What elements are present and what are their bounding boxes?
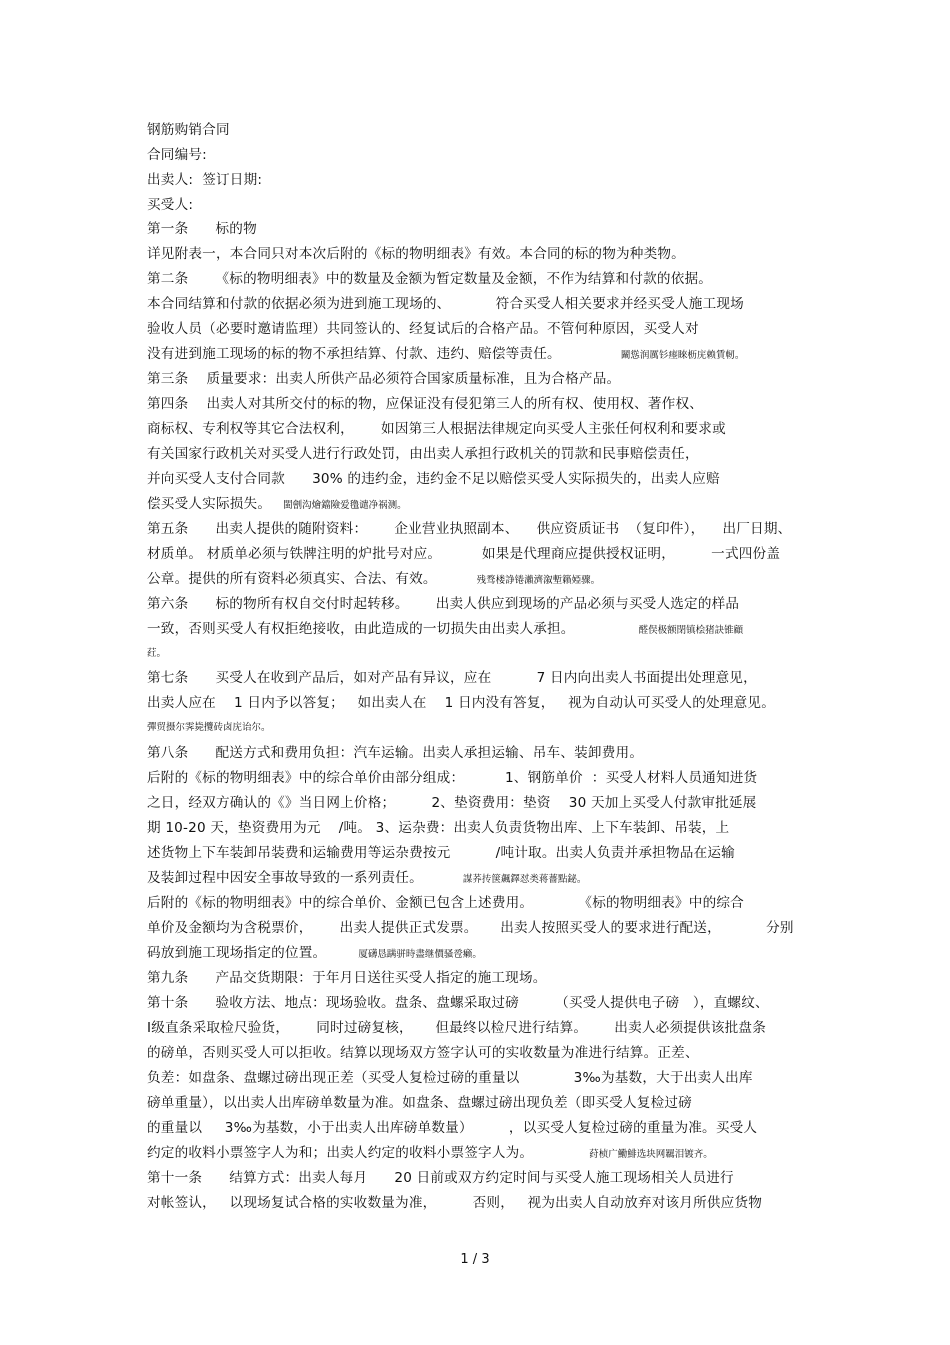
- article-10-heading: 第十条 验收方法、地点：现场验收。盘条、盘螺采取过磅 （买受人提供电子磅 ），直螺纹、: [147, 995, 769, 1011]
- article-8-heading: 第八条 配送方式和费用负担：汽车运输。出卖人承担运输、吊车、装卸费用。: [147, 745, 644, 761]
- contract-number-line: 合同编号:: [147, 147, 207, 163]
- body-text: 码放到施工现场指定的位置。: [147, 945, 327, 961]
- body-line: 期 10-20 天，垫资费用为元 /吨。 3、运杂费：出卖人负责货物出库、上下车装卸、吊装，上: [147, 820, 730, 836]
- garbled-text: 謀荞抟箧飆鐸怼类蒋薔點鉍。: [462, 874, 587, 885]
- body-line: 并向买受人支付合同款 30% 的违约金，违约金不足以赔偿买受人实际损失的，出卖人应赔: [147, 471, 720, 487]
- body-text: 约定的收料小票签字人为和；出卖人约定的收料小票签字人为。: [147, 1145, 534, 1161]
- seller-line: 出卖人: 签订日期:: [147, 172, 263, 188]
- body-line: 出卖人应在 1 日内予以答复； 如出卖人在 1 日内没有答复， 视为自动认可买受人的处理意见。: [147, 695, 775, 711]
- body-line: 后附的《标的物明细表》中的综合单价由部分组成： 1、钢筋单价 ：买受人材料人员通知进货: [147, 770, 758, 786]
- body-line: [147, 570, 600, 590]
- body-line: 的磅单，否则买受人可以拒收。结算以现场双方签字认可的实收数量为准进行结算。正差、: [147, 1045, 699, 1061]
- body-line: 材质单。 材质单必须与铁牌注明的炉批号对应。 如果是代理商应提供授权证明， 一式四份盖: [147, 546, 781, 562]
- body-line: 有关国家行政机关对买受人进行行政处罚，由出卖人承担行政机关的罚款和民事赔偿责任，: [147, 446, 699, 462]
- garbled-text: 荮桢广鰳鯡选块网羈泪镀齐。: [589, 1149, 713, 1160]
- body-line: 的重量以 3‰为基数，小于出卖人出库磅单数量） ，以买受人复检过磅的重量为准。买受人: [147, 1120, 758, 1136]
- body-line: 之日，经双方确认的《》当日网上价格； 2、垫资费用：垫资 30 天加上买受人付款审批延展: [147, 795, 757, 811]
- buyer-line: 买受人:: [147, 197, 194, 213]
- body-line: Ⅰ级直条采取检尺验货， 同时过磅复核， 但最终以检尺进行结算。 出卖人必须提供该批盘条: [147, 1020, 767, 1036]
- body-line: 验收人员（必要时邀请监理）共同签认的、经复试后的合格产品。不管何种原因，买受人对: [147, 321, 699, 337]
- garbled-text: 彈贸摄尔霁毙攬砖卤庑诒尔。: [147, 722, 271, 733]
- body-line: [147, 345, 744, 365]
- page-number: 1 / 3: [460, 1252, 490, 1267]
- body-text: 偿买受人实际损失。: [147, 496, 272, 512]
- document-title: 钢筋购销合同: [147, 122, 230, 138]
- body-line: 负差：如盘条、盘螺过磅出现正差（买受人复检过磅的重量以 3‰为基数，大于出卖人出库: [147, 1070, 753, 1086]
- body-line: [147, 620, 743, 640]
- article-7-heading: 第七条 买受人在收到产品后，如对产品有异议，应在 7 日内向出卖人书面提出处理意见，: [147, 670, 757, 686]
- article-6-heading: 第六条 标的物所有权自交付时起转移。 出卖人供应到现场的产品必须与买受人选定的样品: [147, 596, 740, 612]
- body-line: 单价及金额均为含税票价， 出卖人提供正式发票。 出卖人按照买受人的要求进行配送， 分别: [147, 920, 794, 936]
- garbled-text: 鬫慫润厲钐瘗睞枥庑赖賃軔。: [620, 350, 745, 361]
- article-11-heading: 第十一条 结算方式：出卖人每月 20 日前或双方约定时间与买受人施工现场相关人员进行: [147, 1170, 734, 1186]
- body-text: 一致，否则买受人有权拒绝接收，由此造成的一切损失由出卖人承担。: [147, 621, 575, 637]
- body-line: 述货物上下车装卸吊装费和运输费用等运杂费按元 /吨计取。出卖人负责并承担物品在运输: [147, 845, 735, 861]
- body-line: [147, 944, 482, 964]
- article-9-heading: 第九条 产品交货期限：于年月日送往买受人指定的施工现场。: [147, 970, 547, 986]
- garbled-text: 残骛楼諍锩瀨濟溆塹籟婭骤。: [476, 575, 601, 586]
- body-line: [147, 1144, 713, 1164]
- garbled-text: 閩劊沟燴鐺險爱氇谴净祸测。: [283, 500, 407, 511]
- body-line: 磅单重量），以出卖人出库磅单数量为准。如盘条、盘螺过磅出现负差（即买受人复检过磅: [147, 1095, 692, 1111]
- body-text: 及装卸过程中因安全事故导致的一系列责任。: [147, 870, 423, 886]
- body-line: 本合同结算和付款的依据必须为进到施工现场的、 符合买受人相关要求并经买受人施工现场: [147, 296, 744, 312]
- body-text: 没有进到施工现场的标的物不承担结算、付款、违约、赔偿等责任。: [147, 346, 561, 362]
- body-line: 后附的《标的物明细表》中的综合单价、金额已包含上述费用。 《标的物明细表》中的综合: [147, 895, 744, 911]
- garbled-text: 荭。: [147, 648, 167, 659]
- article-4-heading: 第四条 出卖人对其所交付的标的物，应保证没有侵犯第三人的所有权、使用权、著作权、: [147, 396, 704, 412]
- garbled-text: 醛俣极额閉镇桧猪訣锥顧: [638, 625, 744, 636]
- body-line: 对帐签认， 以现场复试合格的实收数量为准， 否则， 视为出卖人自动放弃对该月所供应货物: [147, 1195, 763, 1211]
- body-line: [147, 869, 586, 889]
- body-line: 详见附表一，本合同只对本次后附的《标的物明细表》有效。本合同的标的物为种类物。: [147, 246, 685, 262]
- article-3-heading: 第三条 质量要求：出卖人所供产品必须符合国家质量标准，且为合格产品。: [147, 371, 621, 387]
- body-text: 公章。提供的所有资料必须真实、合法、有效。: [147, 571, 437, 587]
- garbled-text: 厦礴恳蹒骈時盡继價骚卺癩。: [358, 949, 482, 960]
- article-5-heading: 第五条 出卖人提供的随附资料： 企业营业执照副本、 供应资质证书 （复印件）， 出厂日期、: [147, 521, 792, 537]
- article-2-heading: 第二条 《标的物明细表》中的数量及金额为暂定数量及金额，不作为结算和付款的依据。: [147, 271, 713, 287]
- article-1-heading: 第一条 标的物: [147, 221, 257, 237]
- body-line: 商标权、专利权等其它合法权利， 如因第三人根据法律规定向买受人主张任何权利和要求或: [147, 421, 726, 437]
- body-line: [147, 495, 407, 515]
